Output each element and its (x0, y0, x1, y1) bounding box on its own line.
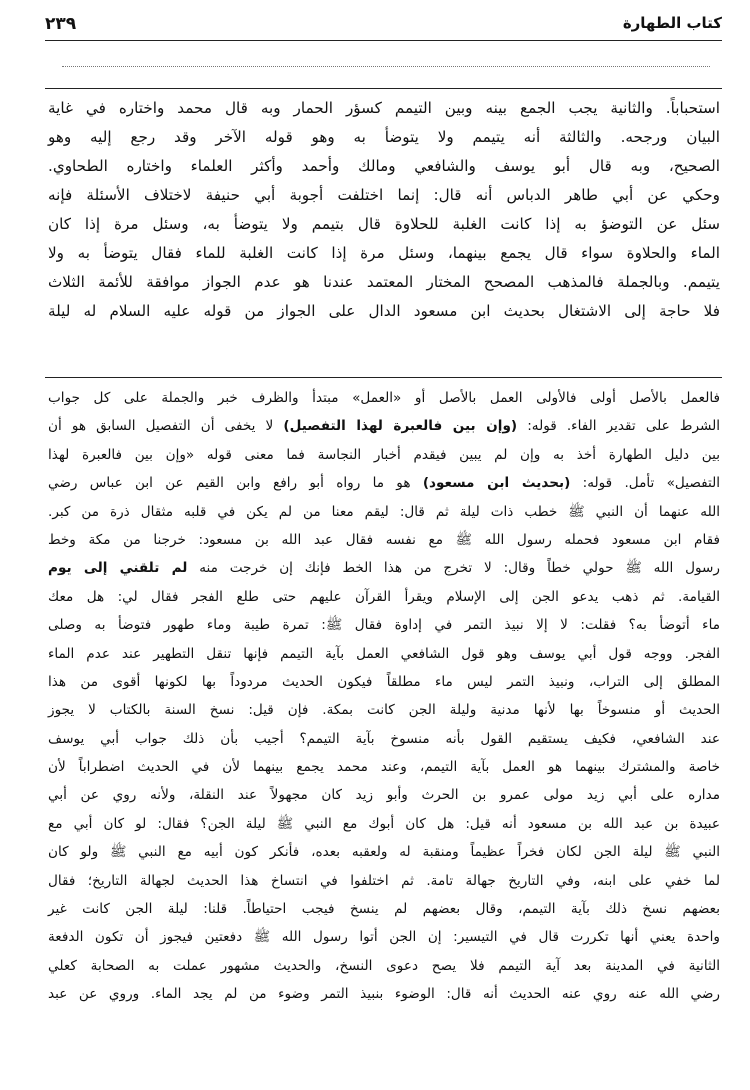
footnote-line: بعضهم نسخ ذلك بآية التيمم، وقال بعضهم لم ينسخ فيجب احتياطاً. قلنا: ليلة الجن كانت غير (48, 901, 720, 918)
footnote-line: واحدة يعني أنها تكررت قال في التيسير: إن الجن أتوا رسول الله ﷺ دفعتين فيجوز أن تكون الدفعة (48, 929, 720, 946)
footnote-line: الفجر. ووجه قول أبي يوسف وهو قول الشافعي العمل بآية التيمم فإنها تنقل التطهير عند عدم الماء (48, 645, 720, 662)
main-text-line: الماء والحلاوة سواء قال يجمع بينهما، وسئل مرة إذا كانت الغلبة للماء فقال يتوضأ به ولا (48, 244, 720, 262)
page-number: ٢٣٩ (45, 14, 77, 34)
footnote-line: الثانية في المدينة بعد آية التيمم فلا يصح دعوى النسخ، والحديث مشهور عملت به الصحابة كعلي (48, 957, 720, 974)
footnote-line: خاصة والمشترك بينهما هو العمل بآية التيمم، وعند محمد يجمع بينهما لأن في الحديث اضطراباً لأن (48, 759, 720, 776)
main-text-line: وحكي عن أبي طاهر الدباس أنه قال: إنما اختلفت أجوبة أبي حنيفة لاختلاف الأسئلة فإنه (48, 186, 720, 204)
main-text-line: فلا حاجة إلى الاشتغال بحديث ابن مسعود الدال على الجواز من قوله عليه السلام له ليلة (48, 302, 720, 320)
main-text-line: يتيمم. وبالجملة فالمذهب المصحح المختار المعتمد عندنا هو عدم الجواز موافقة للأئمة الثلاث (48, 273, 720, 291)
book-title: كتاب الطهارة (622, 14, 722, 32)
text-segment: الشرط على تقدير الفاء. قوله: (517, 418, 720, 435)
text-segment: التفصيل» تأمل. قوله: (570, 475, 721, 492)
footnote-separator (45, 377, 722, 378)
footnote-line: المطلق إلى التراب، ونبيذ التمر ليس ماء مطلقاً فيكون الحديث مردوداً بها لكونها أقوى من هذا (48, 673, 720, 690)
header-bottom-rule (45, 88, 722, 89)
main-text-line: الصحيح، وبه قال أبو يوسف والشافعي ومالك وأحمد وأكثر العلماء واختاره الطحاوي. (48, 157, 720, 175)
bold-quote: (بحديث ابن مسعود) (422, 475, 571, 492)
footnote-line: رضي الله عنه روي عنه الحديث أنه قال: الوضوء بنبيذ التمر وضوء من لم يجد الماء. وروي عن عبد (48, 986, 720, 1003)
footnote-line: ماء أتوضأ به؟ فقلت: لا إلا نبيذ التمر في إداوة فقال ﷺ: تمرة طيبة وماء طهور فتوضأ به وصلى (48, 617, 720, 634)
footnote-line (48, 469, 720, 497)
main-text-line: سئل عن التوضؤ به إذا كانت الغلبة للحلاوة قال بتيمم ولا يتوضأ به، وسئل مرة إذا كان (48, 215, 720, 233)
text-segment: رسول الله ﷺ حولي خطاً وقال: لا تخرج من هذا الخط فإنك إن خرجت منه (187, 560, 720, 577)
footnote-line: عبيدة بن عبد الله بن مسعود أنه قيل: هل كان أبوك مع النبي ﷺ ليلة الجن؟ فقال: لو كان أبي مع (48, 815, 720, 832)
footnote-line: لما خفي على ابنه، وفي التاريخ جهالة تامة. ثم اختلفوا في انتساخ هذا الحديث لجهالة التاريخ؛ فقال (48, 872, 720, 889)
text-segment: لا يخفى أن التفصيل السابق هو أن (48, 418, 284, 435)
footnote-line (48, 412, 720, 440)
footnote-line: القيامة. ثم ذهب يدعو الجن إلى الإسلام ويقرأ القرآن عليهم حتى طلع الفجر فقال لي: هل معك (48, 588, 720, 605)
running-header (45, 12, 722, 41)
footnote-text (48, 384, 720, 1009)
footnote-line: الله عنهما أن النبي ﷺ خطب ذات ليلة ثم قال: ليقم معنا من لم يكن في قلبه مثقال ذرة من كبر. (48, 503, 720, 520)
main-text-line: استحباباً. والثانية يجب الجمع بينه وبين التيمم كسؤر الحمار وبه قال محمد واختاره في غاية (48, 99, 720, 117)
footnote-line: فالعمل بالأصل أولى فالأولى العمل بالأصل أو «العمل» مبتدأ والظرف خبر والجملة على كل جواب (48, 390, 720, 406)
main-text-line: البيان ورجحه. والثالثة أنه يتيمم ولا يتوضأ به وهو قوله الآخر وقد رجع إليه وهو (48, 128, 720, 146)
footnote-line: عند الشافعي، فكيف يستقيم القول بأنه منسوخ بآية التيمم؟ أجيب بأن ذلك جواب أبي يوسف (48, 730, 720, 747)
footnote-line: الحديث أو منسوخاً بها لأنها مدنية وليلة الجن كانت بمكة. فإن قيل: نسخ السنة بالكتاب لا يجوز (48, 702, 720, 719)
text-segment: هو ما رواه أبو رافع وابن القيم عن ابن عباس رضي (48, 475, 423, 492)
dotted-separator (62, 66, 710, 67)
footnote-line: فقام ابن مسعود فحمله رسول الله ﷺ مع نفسه فقال عبد الله بن مسعود: خرجنا من مكة وخط (48, 531, 720, 548)
bold-quote: لم تلقني إلى يوم (48, 560, 188, 577)
main-text (48, 94, 720, 326)
footnote-line: النبي ﷺ ليلة الجن لكان فخراً عظيماً ومنقبة له ولعقبه بعده، فأنكر كون أبيه مع النبي ﷺ ولو كان (48, 844, 720, 861)
footnote-line: بين دليل الطهارة أخذ به وإن لم يبين فيقدم أخبار النجاسة فما معنى قوله «وإن بين فالعبرة لهذا (48, 446, 720, 463)
footnote-line (48, 554, 720, 582)
bold-quote: (وإن بين فالعبرة لهذا التفصيل) (283, 418, 518, 435)
footnote-line: مداره على أبي زيد مولى عمرو بن الحرث وأبو زيد كان مجهولاً عند النقلة، ولأنه روي عن أبي (48, 787, 720, 804)
